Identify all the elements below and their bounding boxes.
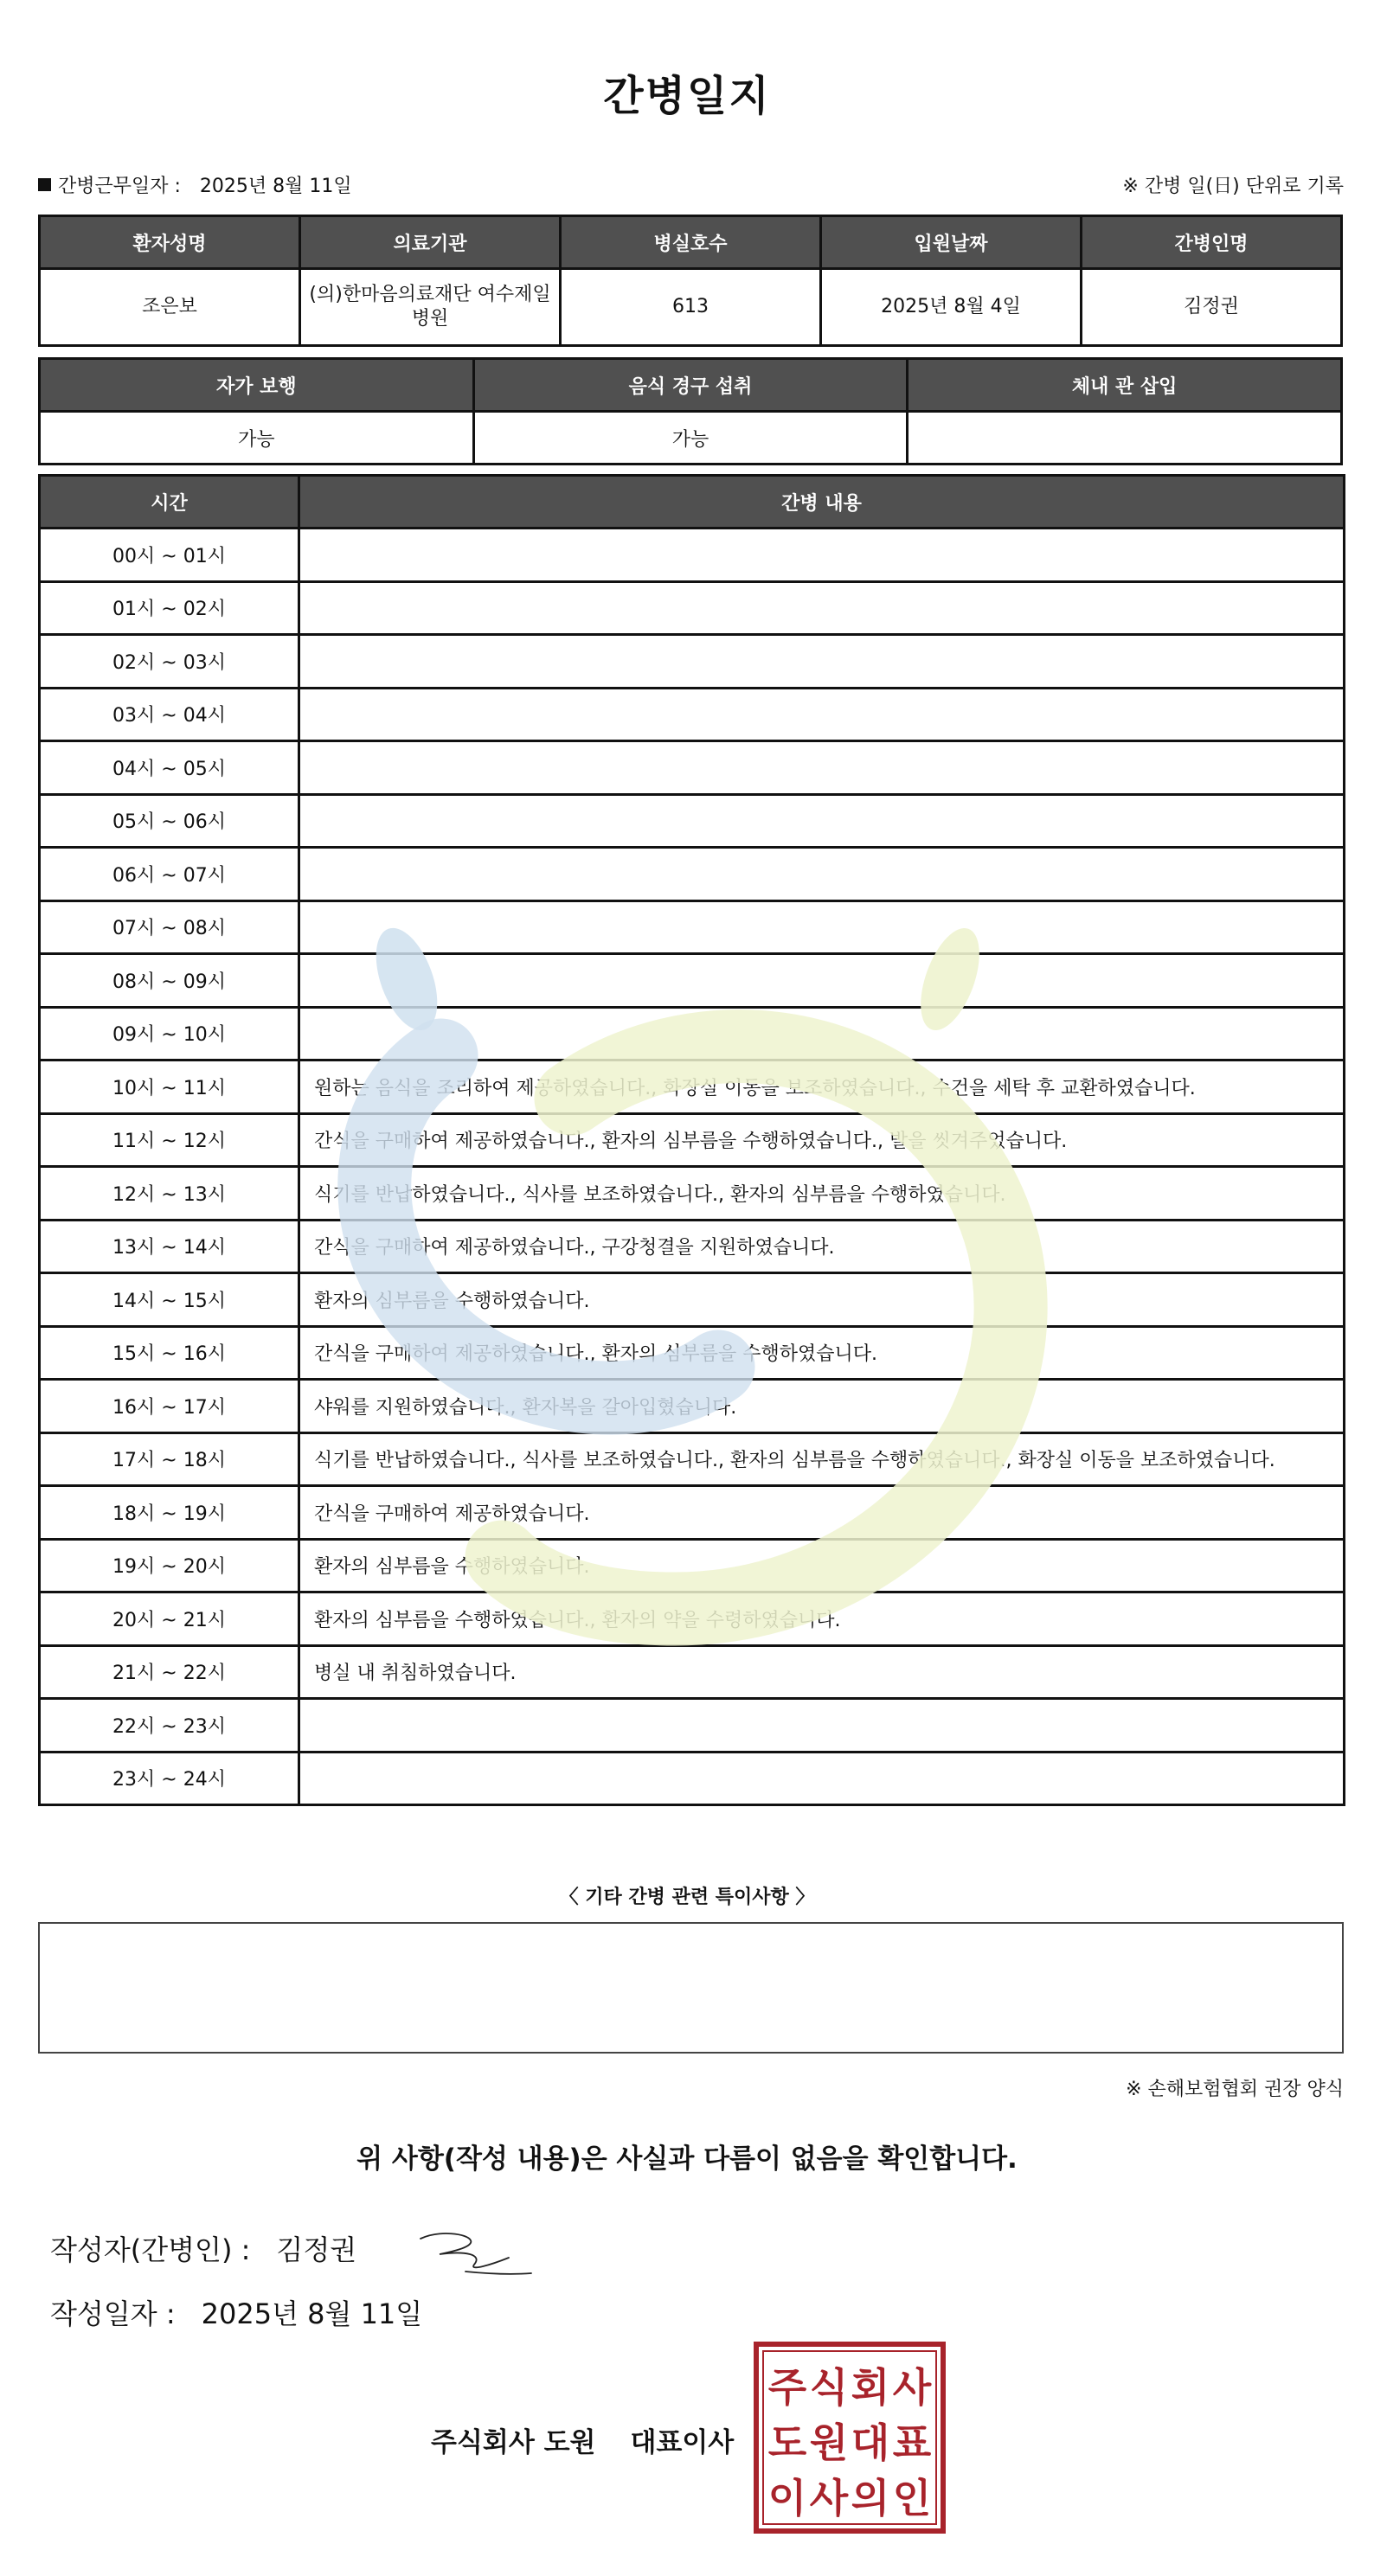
handwritten-signature [414,2221,535,2282]
seal-character: 사 [892,2364,932,2411]
room-number: 613 [561,269,821,346]
self-walking-value: 가능 [40,412,474,465]
care-content [299,1752,1345,1805]
table-row [40,741,1345,795]
header-room-number: 병실호수 [561,216,821,269]
patient-info-table [38,215,1343,347]
table-row [40,1061,1345,1114]
care-content [299,581,1345,635]
care-content [299,954,1345,1008]
care-content [299,688,1345,741]
seal-character: 표 [892,2419,932,2466]
seal-character: 도 [767,2419,807,2466]
company-title: 대표이사 [630,2427,735,2458]
care-content: 환자의 심부름을 수행하였습니다. [299,1539,1345,1592]
time-slot: 12시 ~ 13시 [40,1167,299,1221]
time-slot: 13시 ~ 14시 [40,1220,299,1273]
time-slot: 17시 ~ 18시 [40,1432,299,1486]
seal-character: 대 [851,2419,890,2466]
table-row [40,1167,1345,1221]
seal-character: 주 [767,2364,807,2411]
time-slot: 02시 ~ 03시 [40,635,299,689]
care-content: 샤워를 지원하였습니다., 환자복을 갈아입혔습니다. [299,1380,1345,1433]
care-content: 환자의 심부름을 수행하였습니다. [299,1273,1345,1327]
table-row [40,848,1345,901]
seal-character: 의 [851,2475,890,2522]
writer-name: 김정권 [276,2233,357,2266]
writer-label: 작성자(간병인) : [50,2233,251,2266]
seal-character: 이 [767,2475,807,2522]
seal-character: 회 [851,2364,890,2411]
table-row [40,635,1345,689]
header-hospital: 의료기관 [300,216,561,269]
header-self-walking: 자가 보행 [40,359,474,412]
care-content [299,529,1345,582]
time-slot: 01시 ~ 02시 [40,581,299,635]
table-row [40,581,1345,635]
written-date-label: 작성일자 : [50,2297,176,2330]
header-caregiver-name: 간병인명 [1082,216,1342,269]
tube-insertion-value [908,412,1342,465]
seal-character: 식 [809,2364,849,2411]
table-row [40,1380,1345,1433]
time-slot: 20시 ~ 21시 [40,1592,299,1646]
care-log-table [38,474,1345,1806]
time-slot: 04시 ~ 05시 [40,741,299,795]
unit-note: ※ 간병 일(日) 단위로 기록 [1122,176,1344,197]
time-slot: 16시 ~ 17시 [40,1380,299,1433]
written-date-row [50,2292,422,2332]
care-log-body [40,529,1345,1805]
writer-row [50,2228,356,2268]
time-slot: 09시 ~ 10시 [40,1007,299,1061]
time-slot: 07시 ~ 08시 [40,900,299,954]
work-date-row [38,171,352,198]
patient-name: 조은보 [40,269,300,346]
patient-ability-table [38,357,1343,465]
care-content [299,635,1345,689]
table-row [40,1539,1345,1592]
time-slot: 14시 ~ 15시 [40,1273,299,1327]
company-row [431,2420,734,2459]
time-slot: 08시 ~ 09시 [40,954,299,1008]
care-content [299,1699,1345,1753]
table-row [40,954,1345,1008]
header-tube-insertion: 체내 관 삽입 [908,359,1342,412]
confirmation-statement: 위 사항(작성 내용)은 사실과 다름이 없음을 확인합니다. [356,2143,1018,2175]
care-content: 식기를 반납하였습니다., 식사를 보조하였습니다., 환자의 심부름을 수행하였습니다. [299,1167,1345,1221]
square-bullet-icon [38,178,51,191]
care-content: 간식을 구매하여 제공하였습니다., 환자의 심부름을 수행하였습니다. [299,1326,1345,1380]
table-row [40,1273,1345,1327]
table-row [40,1699,1345,1753]
care-content [299,848,1345,901]
care-content: 식기를 반납하였습니다., 식사를 보조하였습니다., 환자의 심부름을 수행하였습니다., 화장실 이동을 보조하였습니다. [299,1432,1345,1486]
caregiver-name: 김정권 [1082,269,1342,346]
table-row [40,529,1345,582]
table-row [40,1432,1345,1486]
admission-date: 2025년 8월 4일 [821,269,1082,346]
seal-character: 원 [809,2419,849,2466]
table-row [40,1752,1345,1805]
table-row [40,688,1345,741]
header-patient-name: 환자성명 [40,216,300,269]
written-date-value: 2025년 8월 11일 [201,2297,423,2330]
seal-character: 사 [809,2475,849,2522]
table-row [40,1486,1345,1540]
care-content [299,794,1345,848]
care-content: 간식을 구매하여 제공하였습니다., 환자의 심부름을 수행하였습니다., 발을 씻겨주었습니다. [299,1113,1345,1167]
time-slot: 23시 ~ 24시 [40,1752,299,1805]
seal-character: 인 [892,2475,932,2522]
work-date-label: 간병근무일자 : [58,176,181,197]
header-care-content: 간병 내용 [299,476,1345,529]
care-content: 환자의 심부름을 수행하였습니다., 환자의 약을 수령하였습니다. [299,1592,1345,1646]
time-slot: 06시 ~ 07시 [40,848,299,901]
care-content [299,1007,1345,1061]
header-time: 시간 [40,476,299,529]
company-name: 주식회사 도원 [431,2427,596,2458]
recommend-note: ※ 손해보험협회 권장 양식 [1126,2079,1344,2100]
table-row [40,794,1345,848]
time-slot: 03시 ~ 04시 [40,688,299,741]
time-slot: 19시 ~ 20시 [40,1539,299,1592]
header-admission-date: 입원날짜 [821,216,1082,269]
time-slot: 21시 ~ 22시 [40,1645,299,1699]
special-notes-box [38,1922,1344,2054]
special-notes-heading: 〈 기타 간병 관련 특이사항 〉 [559,1887,815,1908]
care-content: 원하는 음식을 조리하여 제공하였습니다., 화장실 이동을 보조하였습니다., 수건을 세탁 후 교환하였습니다. [299,1061,1345,1114]
time-slot: 05시 ~ 06시 [40,794,299,848]
care-content: 병실 내 취침하였습니다. [299,1645,1345,1699]
time-slot: 10시 ~ 11시 [40,1061,299,1114]
header-oral-intake: 음식 경구 섭취 [473,359,908,412]
table-row [40,1645,1345,1699]
time-slot: 15시 ~ 16시 [40,1326,299,1380]
table-row [40,1220,1345,1273]
table-row [40,1007,1345,1061]
table-row [40,1592,1345,1646]
time-slot: 22시 ~ 23시 [40,1699,299,1753]
company-seal-stamp [753,2341,947,2534]
table-row [40,1113,1345,1167]
time-slot: 00시 ~ 01시 [40,529,299,582]
table-row [40,1326,1345,1380]
table-row [40,900,1345,954]
care-content: 간식을 구매하여 제공하였습니다. [299,1486,1345,1540]
time-slot: 18시 ~ 19시 [40,1486,299,1540]
care-content: 간식을 구매하여 제공하였습니다., 구강청결을 지원하였습니다. [299,1220,1345,1273]
work-date-value: 2025년 8월 11일 [199,176,352,197]
oral-intake-value: 가능 [473,412,908,465]
care-content [299,741,1345,795]
hospital-name: (의)한마음의료재단 여수제일병원 [300,269,561,346]
care-content [299,900,1345,954]
time-slot: 11시 ~ 12시 [40,1113,299,1167]
page-title: 간병일지 [603,72,771,120]
